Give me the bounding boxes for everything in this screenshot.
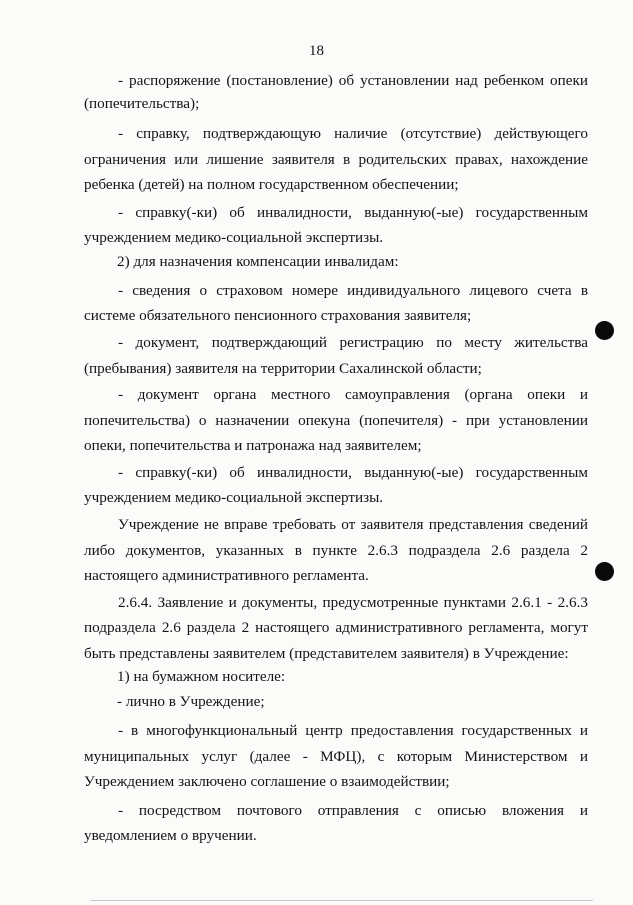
text-line: - сведения о страховом номере индивидуального лицевого счета в: [118, 282, 588, 299]
text-line: - лично в Учреждение;: [117, 693, 265, 710]
text-line: - в многофункциональный центр предоставления государственных и: [118, 722, 588, 739]
text-line: (пребывания) заявителя на территории Сахалинской области;: [84, 360, 482, 377]
text-line: учреждением медико-социальной экспертизы.: [84, 229, 384, 246]
text-line: ограничения или лишение заявителя в родительских правах, нахождение: [84, 151, 588, 168]
text-line: настоящего административного регламента.: [84, 567, 369, 584]
text-line: Учреждение не вправе требовать от заявителя представления сведений: [118, 516, 588, 533]
text-line: - посредством почтового отправления с описью вложения и: [118, 802, 588, 819]
text-line: попечительства) о назначении опекуна (попечителя) - при установлении: [84, 412, 588, 429]
text-line: системе обязательного пенсионного страхования заявителя;: [84, 307, 472, 324]
text-line: быть представлены заявителем (представителем заявителя) в Учреждение:: [84, 645, 569, 662]
text-line: подраздела 2.6 раздела 2 настоящего административного регламента, могут: [84, 619, 588, 636]
text-line: 1) на бумажном носителе:: [117, 668, 286, 685]
text-line: опеки, попечительства и патронажа над заявителем;: [84, 437, 422, 454]
text-line: либо документов, указанных в пункте 2.6.3 подраздела 2.6 раздела 2: [84, 542, 588, 559]
text-line: - справку(-ки) об инвалидности, выданную(-ые) государственным: [118, 464, 588, 481]
text-line: - документ органа местного самоуправления (органа опеки и: [118, 386, 588, 403]
text-line: (попечительства);: [84, 95, 200, 112]
text-line: Учреждением заключено соглашение о взаимодействии;: [84, 773, 450, 790]
page-number: 18: [309, 43, 324, 59]
text-line: - документ, подтверждающий регистрацию по месту жительства: [118, 334, 588, 351]
text-line: 2.6.4. Заявление и документы, предусмотренные пунктами 2.6.1 - 2.6.3: [118, 594, 588, 611]
text-line: муниципальных услуг (далее - МФЦ), с которым Министерством и: [84, 748, 588, 765]
text-line: уведомлением о вручении.: [84, 827, 257, 844]
binder-hole: [595, 562, 614, 581]
text-line: - распоряжение (постановление) об установлении над ребенком опеки: [118, 72, 588, 89]
text-line: - справку(-ки) об инвалидности, выданную(-ые) государственным: [118, 204, 588, 221]
binder-hole: [595, 321, 614, 340]
text-line: - справку, подтверждающую наличие (отсутствие) действующего: [118, 125, 588, 142]
scan-edge-line: [90, 900, 593, 901]
text-line: учреждением медико-социальной экспертизы.: [84, 489, 384, 506]
text-line: 2) для назначения компенсации инвалидам:: [117, 253, 399, 270]
text-line: ребенка (детей) на полном государственном обеспечении;: [84, 176, 459, 193]
